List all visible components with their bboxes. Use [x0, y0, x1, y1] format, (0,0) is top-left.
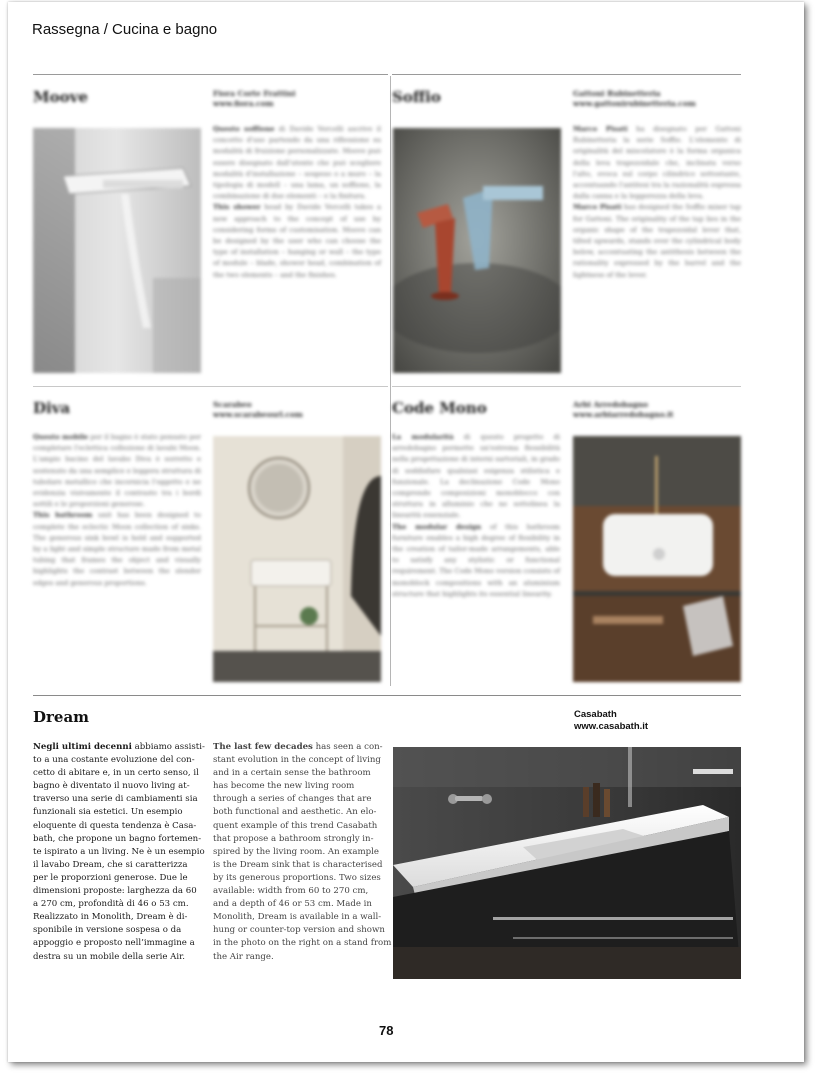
- diva-sink-image: [213, 436, 381, 682]
- dream-title: Dream: [33, 708, 90, 726]
- text-line: il lavabo Dream, che si caratterizza: [33, 859, 188, 870]
- text-line: that propose a bathroom strongly in-: [213, 833, 374, 844]
- text-line: eloquente di questa tendenza è Casa-: [33, 820, 197, 831]
- product-brand: [213, 89, 295, 109]
- brand-url: www.arbiarredobagno.it: [573, 410, 674, 419]
- column-divider: [390, 76, 391, 686]
- brand-name: Gattoni Rubinetteria: [573, 89, 661, 98]
- soffio-faucet-image: [393, 128, 561, 373]
- text-line: Monolith, Dream is available in a wall-: [213, 912, 382, 923]
- product-brand: [573, 89, 696, 109]
- brand-name: Scarabeo: [213, 400, 252, 409]
- brand-url: www.casabath.it: [574, 721, 649, 732]
- page-number: 78: [379, 1023, 394, 1038]
- diva-text: Questo mobile per il bagno è stato pensato per completare l'eclettica collezione di lavabi Moon. L'ampio bacino del lavabo Diva è sorretto e sostenuto da una semplice e leggera struttura di tubolare metallico che incornicia l'oggetto e ne evidenzia visivamente il contrasto tra i bordi sottili e le proporzioni generose. This bathroom unit has been designed to complete the eclectic Moon collection of sinks. The generous sink bowl is held and supported by a light and simple structure made from metal tubing that frames the object and visually highlights the contrast between the slender edges and generous proportions.: [33, 433, 201, 587]
- text-line: available: width from 60 to 270 cm,: [213, 886, 369, 897]
- product-title: Code Mono: [392, 399, 487, 417]
- rule-mid-left: [33, 386, 388, 387]
- dream-text-italian: [33, 741, 211, 964]
- product-title: Diva: [33, 399, 71, 417]
- product-brand: [213, 400, 303, 420]
- text-line: Realizzato in Monolith, Dream è di-: [33, 912, 188, 923]
- dream-text-english: [213, 741, 391, 964]
- text-line: traverso una serie di cambiamenti sia: [33, 794, 198, 805]
- section-header: Rassegna / Cucina e bagno: [32, 21, 218, 38]
- code-mono-text: La modularità di questo progetto di arredobagno permette un'estrema flessibilità nella progettazione di interni sartoriali, in grado di soddisfare qualsiasi esigenza stilistica e funzionale. La declinazione Code Mono comprende composizioni monoblocco con struttura in alluminio che ne sottolinea la linearità essenziale. The modular design of this bathroom furniture enables a high degree of flexibility in the creation of tailor-made arrangements, able to satisfy any stylistic or functional requirement. The Code Mono version consists of monoblock compositions with an aluminium structure that highlights its essential linearity.: [392, 433, 560, 598]
- dream-photo: [393, 747, 741, 979]
- text-line: the Air range.: [213, 951, 274, 962]
- text-line: hung or counter-top version and shown: [213, 925, 385, 936]
- text-line: dimensioni proposte: larghezza da 60: [33, 886, 197, 897]
- diva-photo: [213, 436, 381, 682]
- text-line: bagno è diventato il nuovo living at-: [33, 781, 190, 792]
- text-line: both functional and aesthetic. An elo-: [213, 807, 377, 818]
- rule-top-right: [392, 74, 741, 75]
- moove-faucet-image: [33, 128, 201, 373]
- rule-top-left: [33, 74, 388, 75]
- brand-name: Fiora Corte Frattini: [213, 89, 296, 98]
- moove-text: Questo soffione di Davide Vercelli ascrive il concetto d'uso partendo da una riflessione su modalità di fruizione personalizzate. Moove può essere disegnato dall'utente che può scegliere modalità d'installazione – sospeso o a muro – la tipologia di modell – una lama, un soffione, la combinazione di due elementi – e la finitura. This shower head by Davide Vercelli takes a new approach to the concept of use by considering forms of customisation. Moove can be designed by the user who can choose the type of installation – hanging or wall – the type of module – blade, shower head, combination of the two elements – and the finishes.: [213, 125, 382, 279]
- text-line: cetto di abitare e, in un certo senso, il: [33, 768, 199, 779]
- brand-name: Arbi Arredobagno: [573, 400, 649, 409]
- dream-sink-image: [393, 747, 741, 979]
- brand-name: Casabath: [574, 709, 617, 720]
- text-line: Negli ultimi decenni abbiamo assisti-: [33, 742, 205, 752]
- brand-url: www.scarabeosrl.com: [213, 410, 303, 419]
- code-mono-photo: [573, 436, 741, 682]
- text-line: bath, che propone un bagno fortemen-: [33, 833, 202, 844]
- product-title: Moove: [33, 88, 88, 106]
- product-title: Soffio: [392, 88, 441, 106]
- text-line: spired by the living room. An example: [213, 846, 379, 857]
- lead-in: The last few decades: [213, 742, 313, 752]
- text-line: te ispirato a un living. Ne è un esempio: [33, 846, 205, 857]
- text-line: is the Dream sink that is characterised: [213, 859, 383, 870]
- text-line: and a depth of 46 or 53 cm. Made in: [213, 899, 372, 910]
- text-line: appoggio e proposto nell’immagine a: [33, 938, 195, 949]
- text-line: stant evolution in the concept of living: [213, 755, 381, 766]
- dream-brand: [574, 709, 648, 733]
- brand-url: www.gattonirubinetteria.com: [573, 99, 696, 108]
- text-line: funzionali sia estetici. Un esempio: [33, 807, 183, 818]
- text-line: The last few decades has seen a con-: [213, 742, 383, 752]
- soffio-text: Marco Pisati ha disegnato per Gattoni Rubinetteria la serie Soffio. L'elemento di originalità del miscelatore è la forma organica della leva trapezoidale che, inclinata verso l'alto, evoca sul corpo cilindrico sottostante, accentuando l'antitesi tra la razionalità espressa dalla canna e la leggerezza della leva. Marco Pisati has designed the Soffio mixer tap for Gattoni. The originality of the tap lies in the organic shape of the trapezoidal lever that, tilted upwards, stands over the cylindrical body below, accentuating the antithesis between the rationality expressed by the barrel and the lightness of the lever.: [573, 125, 741, 279]
- text-line: in the photo on the right on a stand from: [213, 938, 392, 949]
- magazine-page: [8, 2, 804, 1062]
- product-brand: [573, 400, 674, 420]
- rule-mid-right: [392, 386, 741, 387]
- text-line: has become the new living room: [213, 781, 355, 792]
- text-line: to a una costante evoluzione del con-: [33, 755, 195, 766]
- text-line: quent example of this trend Casabath: [213, 820, 378, 831]
- soffio-photo: [393, 128, 561, 373]
- rule-dream: [33, 695, 741, 696]
- text-line: destra su un mobile della serie Air.: [33, 951, 185, 962]
- brand-url: www.fiora.com: [213, 99, 274, 108]
- text-line: and in a certain sense the bathroom: [213, 768, 371, 779]
- text-line: sponibile in versione sospesa o da: [33, 925, 182, 936]
- moove-photo: [33, 128, 201, 373]
- code-mono-sink-image: [573, 436, 741, 682]
- text-line: through a series of changes that are: [213, 794, 372, 805]
- text-line: per le proporzioni generose. Due le: [33, 872, 188, 883]
- lead-in: Negli ultimi decenni: [33, 742, 132, 752]
- text-line: a 270 cm, profondità di 46 o 53 cm.: [33, 899, 189, 910]
- text-line: by its generous proportions. Two sizes: [213, 872, 381, 883]
